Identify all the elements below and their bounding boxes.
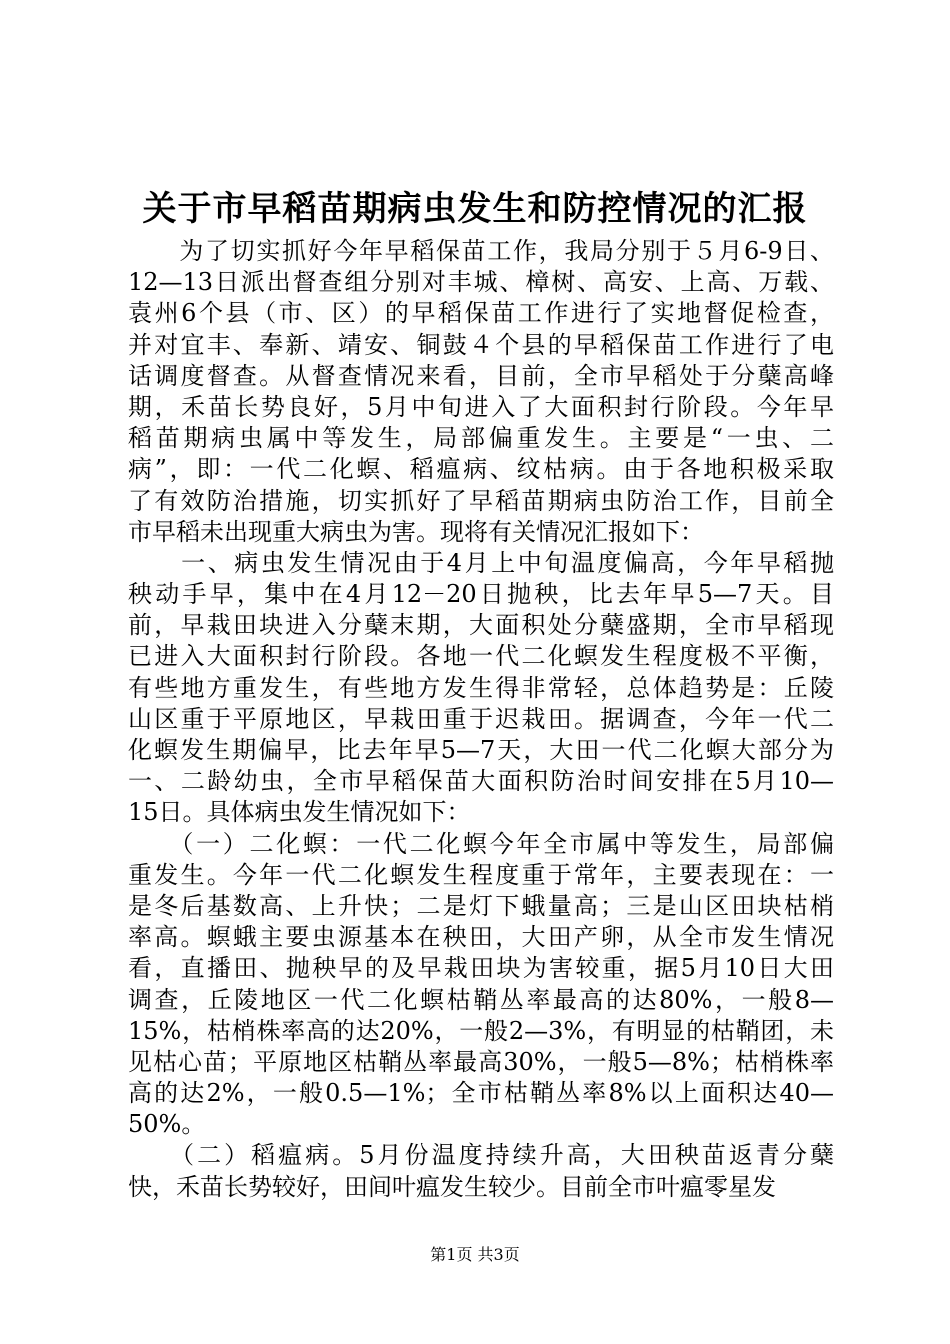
body-line: 已进入大面积封行阶段。各地一代二化螟发生程度极不平衡， <box>128 642 834 671</box>
body-line: 有些地方重发生，有些地方发生得非常轻，总体趋势是：丘陵 <box>128 673 834 702</box>
body-line: 袁州6个县（市、区）的早稻保苗工作进行了实地督促检查， <box>128 299 834 328</box>
body-line: 50%。 <box>128 1110 206 1139</box>
body-line: 调查，丘陵地区一代二化螟枯鞘丛率最高的达80%，一般8— <box>128 985 834 1014</box>
body-line: 率高。螟蛾主要虫源基本在秧田，大田产卵，从全市发生情况 <box>128 923 834 952</box>
body-line: 化螟发生期偏早，比去年早5—7天，大田一代二化螟大部分为 <box>128 736 834 764</box>
document-title: 关于市早稻苗期病虫发生和防控情况的汇报 <box>142 189 808 229</box>
body-line: 并对宜丰、奉新、靖安、铜鼓４个县的早稻保苗工作进行了电 <box>128 330 834 359</box>
body-line: 市早稻未出现重大病虫为害。现将有关情况汇报如下： <box>128 517 704 546</box>
body-line: 稻苗期病虫属中等发生，局部偏重发生。主要是“一虫、二 <box>128 424 834 453</box>
body-line: 了有效防治措施，切实抓好了早稻苗期病虫防治工作，目前全 <box>128 486 834 515</box>
document-body <box>128 236 834 1203</box>
body-line: 一、病虫发生情况由于4月上中旬温度偏高，今年早稻抛 <box>128 548 834 577</box>
body-line: （一）二化螟：一代二化螟今年全市属中等发生，局部偏 <box>128 829 834 858</box>
body-line: 话调度督查。从督查情况来看，目前，全市早稻处于分蘖高峰 <box>128 361 834 390</box>
body-line: 重发生。今年一代二化螟发生程度重于常年，主要表现在：一 <box>128 860 834 889</box>
body-line: 前，早栽田块进入分蘖末期，大面积处分蘖盛期，全市早稻现 <box>128 611 834 640</box>
body-line: 15日。具体病虫发生情况如下： <box>128 798 471 827</box>
body-line: 一、二龄幼虫，全市早稻保苗大面积防治时间安排在5月10— <box>128 767 834 796</box>
body-line: 是冬后基数高、上升快；二是灯下蛾量高；三是山区田块枯梢 <box>128 891 834 920</box>
body-line: 山区重于平原地区，早栽田重于迟栽田。据调查，今年一代二 <box>128 704 834 733</box>
body-line: 病”，即：一代二化螟、稻瘟病、纹枯病。由于各地积极采取 <box>128 455 834 484</box>
body-line: 快，禾苗长势较好，田间叶瘟发生较少。目前全市叶瘟零星发 <box>128 1172 776 1201</box>
page-footer: 第1页 共3页 <box>430 1245 520 1264</box>
body-line: 为了切实抓好今年早稻保苗工作，我局分别于５月6-9日、 <box>128 237 834 265</box>
body-line: （二）稻瘟病。5月份温度持续升高，大田秧苗返青分蘖 <box>128 1141 834 1170</box>
body-line: 12—13日派出督查组分别对丰城、樟树、高安、上高、万载、 <box>128 268 834 297</box>
body-line: 见枯心苗；平原地区枯鞘丛率最高30%，一般5—8%；枯梢株率 <box>128 1047 834 1076</box>
body-line: 期，禾苗长势良好，5月中旬进入了大面积封行阶段。今年早 <box>128 392 834 421</box>
body-line: 高的达2%，一般0.5—1%；全市枯鞘丛率8%以上面积达40— <box>128 1079 834 1108</box>
body-line: 秧动手早，集中在4月12－20日抛秧，比去年早5—7天。目 <box>128 580 834 609</box>
body-line: 15%，枯梢株率高的达20%，一般2—3%，有明显的枯鞘团，未 <box>128 1016 834 1045</box>
body-line: 看，直播田、抛秧早的及早栽田块为害较重，据5月10日大田 <box>128 954 834 983</box>
